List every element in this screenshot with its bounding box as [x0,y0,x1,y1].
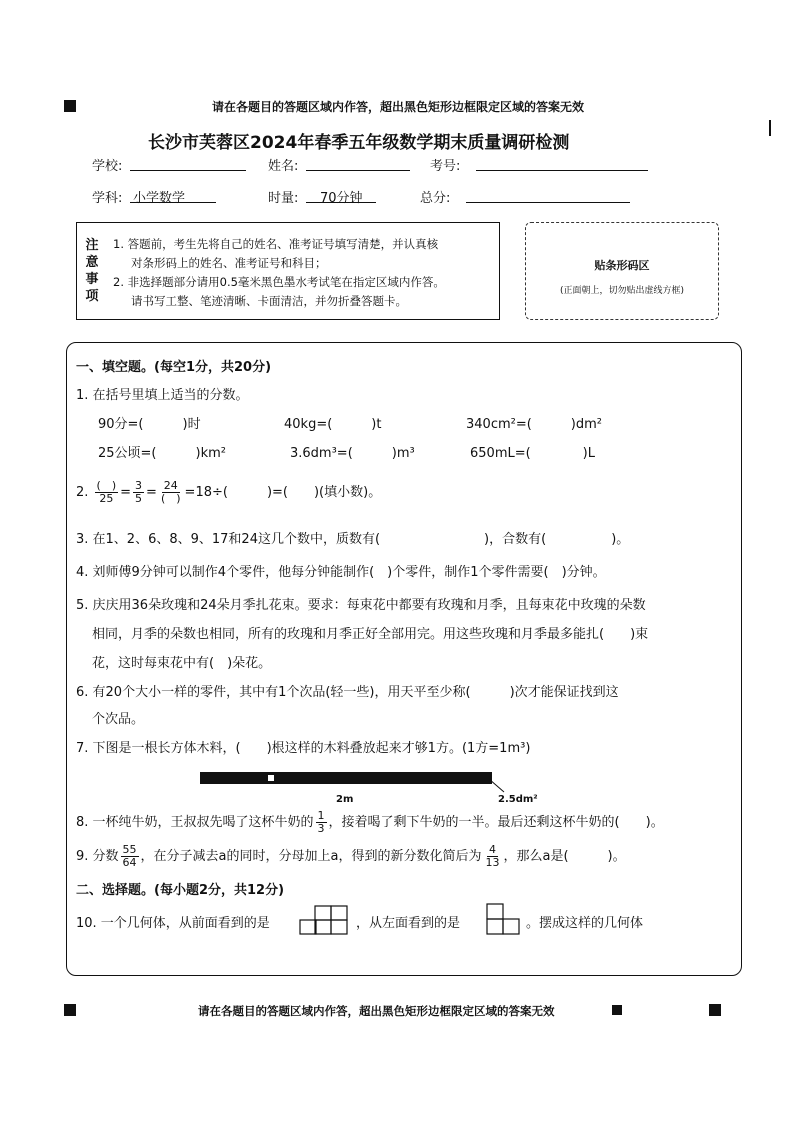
q8-fraction [316,810,327,835]
corner-marker-bottom-left [64,1004,76,1016]
notice-line: 请书写工整、笔迹清晰、卡面清洁，并勿折叠答题卡。 [131,294,407,308]
q1-item[interactable]: 40kg=( )t [284,417,382,432]
subject-underline [130,202,216,203]
wood-beam-mark [268,775,274,781]
footer-notice: 请在各题目的答题区域内作答，超出黑色矩形边框限定区域的答案无效 [198,1004,555,1018]
q9[interactable] [76,844,626,869]
frac-den: 64 [122,856,137,869]
q8-pre: 8. 一杯纯牛奶，王叔叔先喝了这杯牛奶的 [76,815,314,830]
q9-fraction-2 [483,844,501,869]
q3[interactable]: 3. 在1、2、6、8、9、17和24这几个数中，质数有( )，合数有( )。 [76,532,630,547]
q9-post: ，那么a是( )。 [503,849,626,864]
notice-box [76,222,500,320]
q1-stem: 1. 在括号里填上适当的分数。 [76,388,249,403]
q10-post: 。摆成这样的几何体 [526,916,644,931]
beam-length-label: 2m [336,794,354,805]
name-label: 姓名: [268,159,299,174]
q10-mid: ，从左面看到的是 [356,916,461,931]
frac-den: 13 [485,856,500,869]
notice-line: 1. 答题前，考生先将自己的姓名、准考证号填写清楚，并认真核 [113,237,439,251]
frac-den: 25 [99,492,114,505]
frac-num: 3 [135,479,143,492]
frac-den: ( ) [160,492,181,505]
q1-item[interactable]: 650mL=( )L [470,446,595,461]
frac-den: 3 [317,822,325,835]
area-pointer-line [488,778,508,794]
q9-fraction-1 [121,844,139,869]
page-title: 长沙市芙蓉区2024年春季五年级数学期末质量调研检测 [148,133,570,153]
q1-item[interactable]: 340cm²=( )dm² [466,417,602,432]
q5-line-2[interactable]: 相同，月季的朵数也相同，所有的玫瑰和月季正好全部用完。用这些玫瑰和月季最多能扎( )束 [92,627,649,642]
q7-stem[interactable]: 7. 下图是一根长方体木料，( )根这样的木料叠放起来才够1方。(1方=1m³) [76,741,531,756]
frac-den: 5 [135,492,143,505]
exam-no-field[interactable] [476,170,648,171]
q2-rest[interactable]: =18÷( )=( )(填小数)。 [184,485,382,500]
exam-no-label: 考号: [430,159,461,174]
edge-marker-right [769,120,771,136]
barcode-title: 贴条形码区 [594,259,650,272]
corner-marker-top-left [64,100,76,112]
q1-item[interactable]: 90分=( )时 [98,417,201,432]
total-field[interactable] [466,202,630,203]
q2-fraction-1[interactable] [95,480,119,505]
q8[interactable] [76,810,664,835]
name-field[interactable] [306,170,410,171]
q10-pre: 10. 一个几何体，从前面看到的是 [76,916,270,931]
time-label: 时量: [268,191,299,206]
q6-line-2: 个次品。 [92,712,145,727]
time-underline [306,202,376,203]
notice-text [113,235,445,311]
notice-char: 注 [85,238,99,253]
notice-side-label [77,223,107,319]
q2: 2. $\frac{( )}{25}$ = $\frac{3}{5}$ = $\frac{24}{( )}$ =18÷( )=( )(填小数)。 [76,479,382,505]
beam-area-label: 2.5dm² [498,794,538,805]
barcode-hint: (正面朝上，切勿贴出虚线方框) [559,286,685,296]
frac-num: 1 [317,809,325,822]
wood-beam-figure [200,772,492,784]
q8-post: ，接着喝了剩下牛奶的一半。最后还剩这杯牛奶的( )。 [328,815,664,830]
q2-fraction-2 [133,480,144,505]
time-value: 70分钟 [320,191,363,206]
header-notice: 请在各题目的答题区域内作答，超出黑色矩形边框限定区域的答案无效 [212,100,585,114]
school-field[interactable] [130,170,246,171]
frac-num: 4 [488,843,496,856]
notice-char: 事 [85,272,99,287]
subject-value: 小学数学 [133,191,186,206]
subject-label: 学科: [92,191,123,206]
frac-num: ( ) [96,479,117,492]
q6-line-1[interactable]: 6. 有20个大小一样的零件，其中有1个次品(轻一些)，用天平至少称( )次才能保证找到这 [76,685,619,700]
corner-marker-bottom-right [709,1004,721,1016]
q2-prefix: 2. [76,485,89,500]
footer-marker [612,1005,622,1015]
q9-mid: ，在分子减去a的同时，分母加上a，得到的新分数化简后为 [140,849,482,864]
frac-num: 24 [163,479,178,492]
q2-fraction-3[interactable] [159,480,183,505]
front-view-shape [299,905,351,935]
notice-line: 对条形码上的姓名、准考证号和科目； [131,256,327,270]
q5-line-3[interactable]: 花，这时每束花中有( )朵花。 [92,656,272,671]
section-fill-blank: 一、填空题。(每空1分，共20分) [76,360,272,375]
q1-item[interactable]: 3.6dm³=( )m³ [290,446,415,461]
q5-line-1: 5. 庆庆用36朵玫瑰和24朵月季扎花束。要求：每束花中都要有玫瑰和月季，且每束花中玫瑰的朵数 [76,598,646,613]
q1-item[interactable]: 25公顷=( )km² [98,446,226,461]
left-view-shape [486,903,522,935]
notice-char: 意 [85,255,99,270]
notice-line: 2. 非选择题部分请用0.5毫米黑色墨水考试笔在指定区域内作答。 [113,275,445,289]
total-label: 总分: [420,191,451,206]
section-multiple-choice: 二、选择题。(每小题2分，共12分) [76,883,285,898]
frac-num: 55 [122,843,137,856]
q4[interactable]: 4. 刘师傅9分钟可以制作4个零件，他每分钟能制作( )个零件，制作1个零件需要( )分钟。 [76,565,606,580]
q9-pre: 9. 分数 [76,849,119,864]
barcode-area [525,222,719,320]
notice-char: 项 [85,289,99,304]
school-label: 学校: [92,159,123,174]
